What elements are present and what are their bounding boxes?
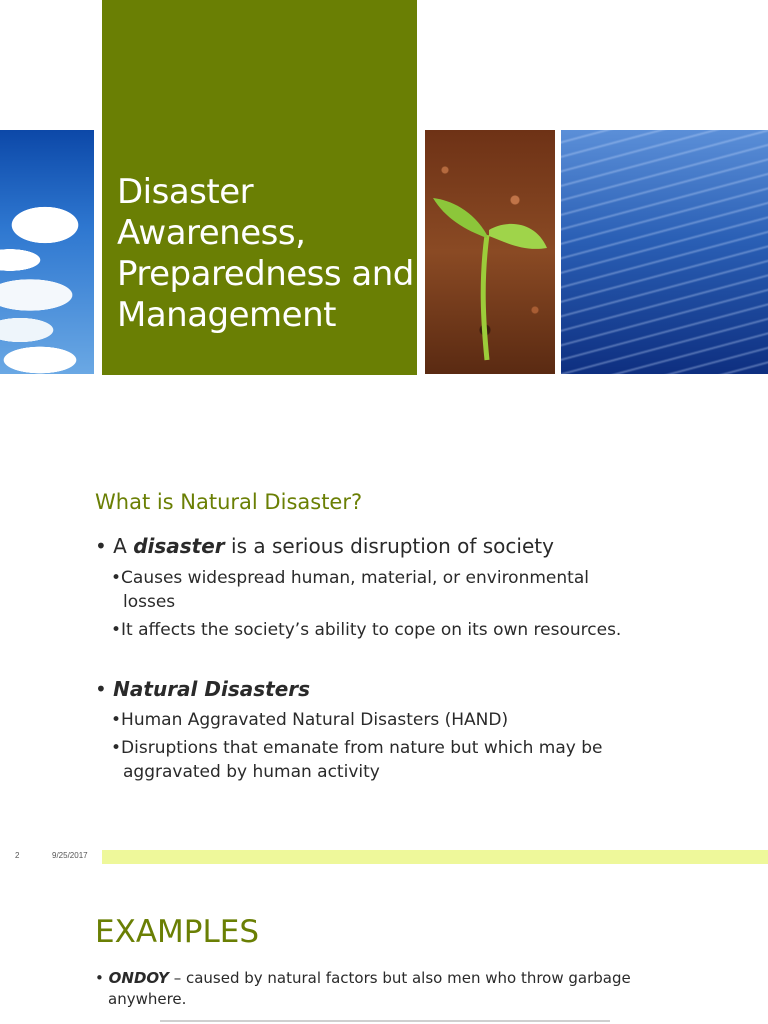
emphasis-text: Natural Disasters bbox=[113, 677, 311, 701]
footer-bar bbox=[102, 850, 768, 864]
seedling-soil-image bbox=[425, 130, 555, 374]
sky-clouds-image bbox=[0, 130, 94, 374]
slide-number: 2 bbox=[15, 851, 20, 860]
sub-bullet: •Human Aggravated Natural Disasters (HAND) bbox=[111, 710, 509, 730]
sub-bullet: •It affects the society’s ability to cope on its own resources. bbox=[111, 620, 622, 640]
emphasis-text: disaster bbox=[133, 534, 225, 558]
examples-heading: EXAMPLES bbox=[95, 914, 260, 950]
bullet-natural-disasters: • Natural Disasters bbox=[95, 677, 311, 701]
sub-bullet: •Disruptions that emanate from nature but which may be aggravated by human activity bbox=[111, 738, 603, 782]
slide-title bbox=[117, 172, 417, 336]
slide-date: 9/25/2017 bbox=[52, 851, 88, 860]
example-item: • ONDOY – caused by natural factors but also men who throw garbage anywhere. bbox=[95, 969, 631, 1008]
emphasis-text: ONDOY bbox=[108, 969, 169, 987]
seedling-icon bbox=[425, 130, 555, 374]
title-line: Preparedness and bbox=[117, 254, 414, 294]
title-slide bbox=[0, 0, 768, 378]
title-line: Management bbox=[117, 295, 336, 335]
title-line: Awareness, bbox=[117, 213, 306, 253]
title-line: Disaster bbox=[117, 172, 254, 212]
section-heading: What is Natural Disaster? bbox=[95, 490, 363, 514]
bullet-disaster: • A disaster is a serious disruption of society bbox=[95, 534, 554, 558]
divider bbox=[160, 1020, 610, 1022]
water-waves-image bbox=[561, 130, 768, 374]
sub-bullet: •Causes widespread human, material, or environmental losses bbox=[111, 568, 589, 612]
slide-footer bbox=[0, 850, 768, 864]
